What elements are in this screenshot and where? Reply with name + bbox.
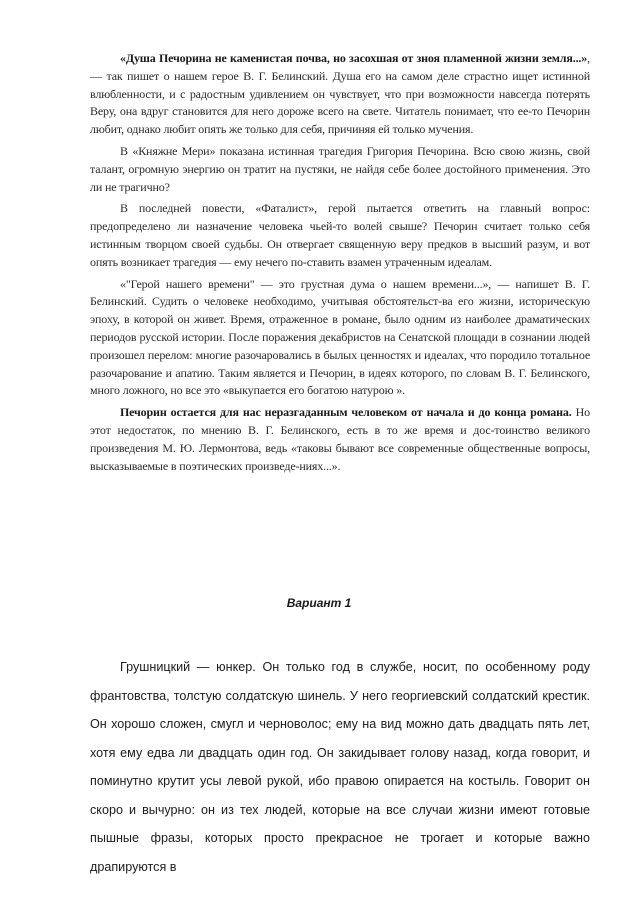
paragraph-fatalist: В последней повести, «Фаталист», герой пытается ответить на главный вопрос: предопределено ли назначение человека чьей-то волей свыше? Печорин считает только себя истинным творцом своей судьбы. Он отвергает священную веру предков в высший разум, и вот опять возникает трагедия — ему нечего по-ставить взамен утраченным идеалам. bbox=[90, 201, 590, 269]
paragraph-hero-of-our-time: «"Герой нашего времени" — это грустная дума о нашем времени...», — напишет В. Г. Белинский. Судить о человеке необходимо, учитывая обстоятельст-ва его жизни, историческую эпоху, в которой он живет. Время, отраженное в романе, было одним из наиболее драматических периодов русской истории. После поражения декабристов на Сенатской площади в сознании людей произошел перелом: многие разочаровались в былых ценностях и идеалах, что породило тотальное разочарование и апатию. Таким является и Печорин, в идеях которого, по словам В. Г. Белинского, много ложного, но все это «выкупается его богатою натурою ». bbox=[90, 276, 590, 398]
paragraph-conclusion bbox=[90, 404, 590, 475]
paragraph-text: , — так пишет о нашем герое В. Г. Белинский. Душа его на самом деле страстно ищет истинной влюбленности, и с радостным удивлением он чувствует, что при возможности навсегда потерять Веру, она вдруг становится для него дороже всего на свете. Читатель понимает, что ее-то Печорин любит, однако любит опять же только для себя, причиняя ей только мучения. bbox=[90, 51, 590, 137]
paragraph-pechorin-soul bbox=[90, 50, 590, 139]
variant-text-block bbox=[90, 653, 590, 881]
variant-heading: Вариант 1 bbox=[286, 596, 352, 610]
essay-text-block bbox=[90, 50, 590, 475]
paragraph-princess-mary: В «Княжне Мери» показана истинная трагедия Григория Печорина. Всю свою жизнь, свой талант, огромную энергию он тратит на пустяки, не найдя себе более достойного применения. Это ли не трагично? bbox=[90, 143, 590, 194]
conclusion-bold: Печорин остается для нас неразгаданным человеком от начала и до конца романа. bbox=[120, 405, 572, 420]
paragraph-grushnitsky: Грушницкий — юнкер. Он только год в службе, носит, по особенному роду франтовства, толстую солдатскую шинель. У него георгиевский солдатский крестик. Он хорошо сложен, смугл и черноволос; ему на вид можно дать двадцать пять лет, хотя ему едва ли двадцать один год. Он закидывает голову назад, когда говорит, и поминутно крутит усы левой рукой, ибо правою опирается на костыль. Говорит он скоро и вычурно: он из тех людей, которые на все случаи жизни имеют готовые пышные фразы, которых просто прекрасное не трогает и которые важно драпируются в bbox=[90, 660, 590, 874]
quote-bold: «Душа Печорина не каменистая почва, но засохшая от зноя пламенной жизни земля...» bbox=[120, 51, 588, 65]
paragraph-text: Но этот недостаток, по мнению В. Г. Белинского, есть в то же время и дос-тоинство великого произведения М. Ю. Лермонтова, ведь «таковы бывают все современные общественные вопросы, высказываемые в поэтических произведе-ниях...». bbox=[90, 405, 590, 473]
